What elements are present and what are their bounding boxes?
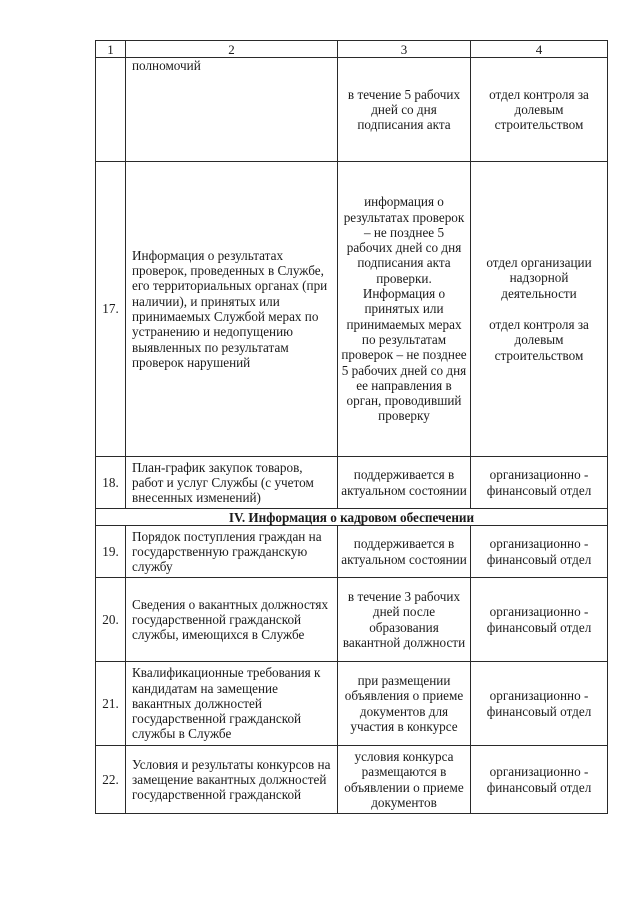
row-responsible-text: организационно - финансовый отдел xyxy=(471,746,608,814)
info-table xyxy=(95,40,608,814)
responsible-dept-supervision: отдел организации надзорной деятельности xyxy=(486,255,592,301)
row-item-text: Условия и результаты конкурсов на замещение вакантных должностей государственной гражданской xyxy=(126,746,338,814)
header-cell-3: 3 xyxy=(338,41,471,58)
row-responsible-text xyxy=(471,162,608,457)
row-number: 18. xyxy=(96,457,126,509)
row-item-text: Информация о результатах проверок, проведенных в Службе, его территориальных органах (при наличии), и принятых или принимаемых Службой мерах по устранению и недопущению выявленных по результатам проверок нарушений xyxy=(126,162,338,457)
row-item-text: Квалификационные требования к кандидатам на замещение вакантных должностей государственной гражданской службы в Службе xyxy=(126,662,338,746)
row-deadline-text: при размещении объявления о приеме документов для участия в конкурсе xyxy=(338,662,471,746)
section-heading-row xyxy=(96,509,608,526)
row-responsible-text: организационно - финансовый отдел xyxy=(471,662,608,746)
table-row-22 xyxy=(96,746,608,814)
table-row-17 xyxy=(96,162,608,457)
table-row-continued xyxy=(96,58,608,162)
row-number: 20. xyxy=(96,578,126,662)
document-page xyxy=(95,40,607,814)
row-item-text: Сведения о вакантных должностях государственной гражданской службы, имеющихся в Службе xyxy=(126,578,338,662)
row-number: 21. xyxy=(96,662,126,746)
responsible-dept-construction: отдел контроля за долевым строительством xyxy=(489,317,589,363)
header-cell-2: 2 xyxy=(126,41,338,58)
table-row-18 xyxy=(96,457,608,509)
row-deadline-text: в течение 3 рабочих дней после образования вакантной должности xyxy=(338,578,471,662)
table-header-row xyxy=(96,41,608,58)
table-row-21 xyxy=(96,662,608,746)
table-row-19 xyxy=(96,526,608,578)
section-title: IV. Информация о кадровом обеспечении xyxy=(96,509,608,526)
row-number-empty xyxy=(96,58,126,162)
spacer xyxy=(474,301,604,317)
row-responsible-text: организационно - финансовый отдел xyxy=(471,457,608,509)
row-item-text: полномочий xyxy=(126,58,338,162)
row-responsible-text: организационно - финансовый отдел xyxy=(471,526,608,578)
row-item-text: План-график закупок товаров, работ и услуг Службы (с учетом внесенных изменений) xyxy=(126,457,338,509)
row-item-text: Порядок поступления граждан на государственную гражданскую службу xyxy=(126,526,338,578)
row-deadline-text: поддерживается в актуальном состоянии xyxy=(338,526,471,578)
row-deadline-text: в течение 5 рабочих дней со дня подписания акта xyxy=(338,58,471,162)
row-deadline-text: поддерживается в актуальном состоянии xyxy=(338,457,471,509)
row-deadline-text: условия конкурса размещаются в объявлении о приеме документов xyxy=(338,746,471,814)
table-row-20 xyxy=(96,578,608,662)
row-number: 17. xyxy=(96,162,126,457)
header-cell-1: 1 xyxy=(96,41,126,58)
header-cell-4: 4 xyxy=(471,41,608,58)
row-number: 22. xyxy=(96,746,126,814)
row-responsible-text: отдел контроля за долевым строительством xyxy=(471,58,608,162)
row-deadline-text: информация о результатах проверок – не позднее 5 рабочих дней со дня подписания акта проверки. Информация о принятых или принимаемых мерах по результатам проверок – не позднее 5 рабочих дней со дня ее направления в орган, проводивший проверку xyxy=(338,162,471,457)
row-responsible-text: организационно - финансовый отдел xyxy=(471,578,608,662)
row-number: 19. xyxy=(96,526,126,578)
